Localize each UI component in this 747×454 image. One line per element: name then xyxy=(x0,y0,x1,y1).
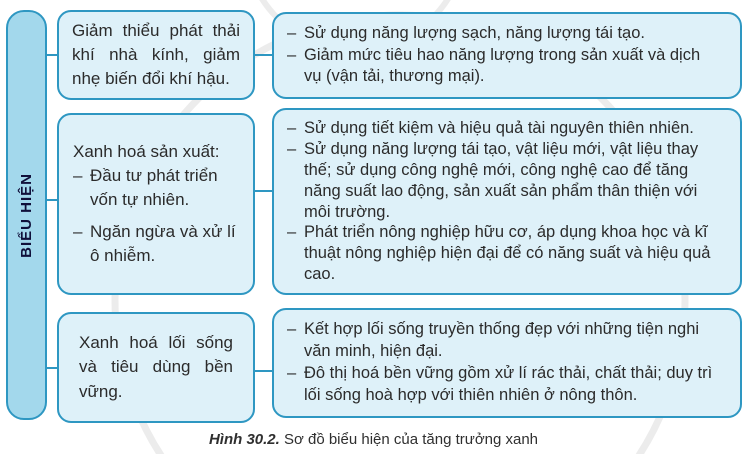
detail-box-lifestyle xyxy=(272,308,742,418)
summary-box-lifestyle xyxy=(57,312,255,423)
summary-text: Xanh hoá lối sống và tiêu dùng bền vững. xyxy=(79,333,233,401)
figure-caption xyxy=(0,431,747,448)
detail-text: Sử dụng năng lượng sạch, năng lượng tái tạo. xyxy=(304,23,645,42)
summary-bullet xyxy=(73,220,241,268)
bullet-dash: – xyxy=(73,166,83,186)
summary-text: Giảm thiểu phát thải khí nhà kính, giảm nhẹ biến đổi khí hậu. xyxy=(72,20,240,89)
detail-text: Đô thị hoá bền vững gồm xử lí rác thải, chất thải; duy trì lối sống hoà hợp với thiên nhiên ở nông thôn. xyxy=(304,364,713,404)
summary-box-production xyxy=(57,113,255,295)
detail-bullet xyxy=(287,363,714,407)
detail-bullet xyxy=(287,222,714,284)
bullet-dash: – xyxy=(73,221,83,241)
figure-caption-label: Hình 30.2. xyxy=(208,431,280,448)
category-bar xyxy=(6,10,47,420)
detail-text: Phát triển nông nghiệp hữu cơ, áp dụng khoa học và kĩ thuật nông nghiệp hiện đại để có năng suất và hiệu quả cao. xyxy=(304,223,711,283)
connector-row2 xyxy=(253,190,274,192)
figure-caption-text: Sơ đồ biểu hiện của tăng trưởng xanh xyxy=(279,431,539,448)
detail-bullet xyxy=(287,23,714,45)
category-bar-label: BIỂU HIỆN xyxy=(18,172,35,258)
detail-text: Giảm mức tiêu hao năng lượng trong sản xuất và dịch vụ (vận tải, thương mại). xyxy=(304,45,701,86)
detail-bullet xyxy=(287,45,714,89)
bullet-dash: – xyxy=(287,45,297,64)
connector-row3 xyxy=(253,370,274,372)
bullet-dash: – xyxy=(287,320,297,339)
summary-bullet xyxy=(73,164,241,212)
connector-row1 xyxy=(253,54,274,56)
bullet-dash: – xyxy=(287,23,297,42)
summary-title: Xanh hoá sản xuất: xyxy=(73,142,220,162)
bullet-dash: – xyxy=(287,223,297,242)
summary-box-emissions xyxy=(57,10,255,100)
summary-bullet-text: Đầu tư phát triển vốn tự nhiên. xyxy=(90,166,218,210)
detail-text: Kết hợp lối sống truyền thống đẹp với những tiện nghi văn minh, hiện đại. xyxy=(304,320,700,361)
detail-bullet xyxy=(287,319,714,363)
detail-box-production xyxy=(272,108,742,295)
bullet-dash: – xyxy=(287,364,297,382)
detail-box-emissions xyxy=(272,12,742,99)
bullet-dash: – xyxy=(287,140,297,159)
bullet-dash: – xyxy=(287,119,297,138)
summary-bullet-text: Ngăn ngừa và xử lí ô nhiễm. xyxy=(90,221,236,265)
detail-text: Sử dụng tiết kiệm và hiệu quả tài nguyên thiên nhiên. xyxy=(304,119,694,138)
detail-bullet xyxy=(287,118,714,139)
detail-bullet xyxy=(287,139,714,222)
detail-text: Sử dụng năng lượng tái tạo, vật liệu mới, vật liệu thay thế; sử dụng công nghệ mới, công nghệ cao để tăng năng suất lao động, sản xuất sản phẩm thân thiện với môi trường. xyxy=(304,140,699,221)
